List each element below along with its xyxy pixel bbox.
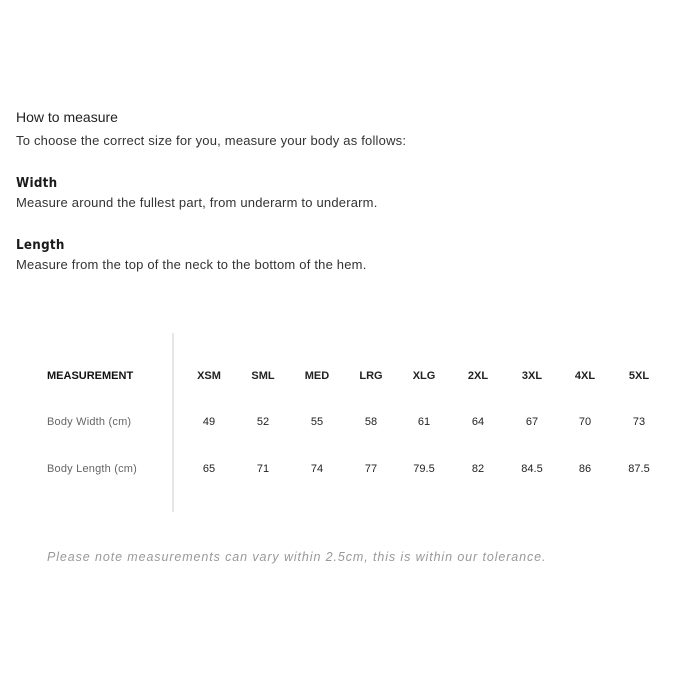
intro-text: To choose the correct size for you, measure your body as follows: <box>16 133 407 148</box>
length-heading: Length <box>16 238 65 253</box>
size-header-xsm: XSM <box>197 370 221 382</box>
size-header-med: MED <box>304 370 330 382</box>
measurement-header: MEASUREMENT <box>47 370 134 382</box>
table-cell: 52 <box>256 416 270 428</box>
table-cell: 74 <box>310 463 324 475</box>
table-cell: 77 <box>364 463 378 475</box>
table-cell: 70 <box>578 416 592 428</box>
table-cell: 73 <box>632 416 646 428</box>
table-cell: 49 <box>202 416 216 428</box>
table-cell: 67 <box>525 416 539 428</box>
table-cell: 82 <box>471 463 485 475</box>
table-cell: 65 <box>202 463 216 475</box>
tolerance-note: Please note measurements can vary within 2.5cm, this is within our tolerance. <box>47 550 547 564</box>
row-label-body-length: Body Length (cm) <box>47 463 138 475</box>
table-cell: 55 <box>310 416 324 428</box>
row-label-body-width: Body Width (cm) <box>47 416 132 428</box>
table-cell: 61 <box>417 416 431 428</box>
table-cell: 84.5 <box>521 463 543 475</box>
table-cell: 86 <box>578 463 592 475</box>
table-cell: 64 <box>471 416 485 428</box>
size-header-4xl: 4XL <box>574 370 596 382</box>
table-cell: 58 <box>364 416 378 428</box>
page-title: How to measure <box>16 109 118 125</box>
size-header-xlg: XLG <box>412 370 436 382</box>
size-header-sml: SML <box>251 370 275 382</box>
size-header-5xl: 5XL <box>628 370 650 382</box>
size-header-2xl: 2XL <box>467 370 489 382</box>
table-cell: 87.5 <box>628 463 650 475</box>
size-header-lrg: LRG <box>359 370 383 382</box>
length-description: Measure from the top of the neck to the bottom of the hem. <box>16 257 367 272</box>
size-header-3xl: 3XL <box>521 370 543 382</box>
table-cell: 71 <box>256 463 270 475</box>
width-heading: Width <box>16 176 58 191</box>
width-description: Measure around the fullest part, from underarm to underarm. <box>16 195 378 210</box>
table-cell: 79.5 <box>413 463 435 475</box>
table-divider <box>172 333 174 512</box>
